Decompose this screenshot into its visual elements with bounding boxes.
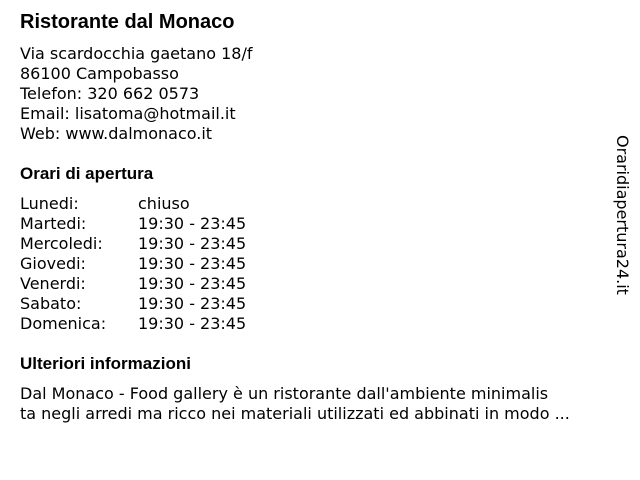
time-value: 19:30 - 23:45 <box>138 254 247 273</box>
day-label: Domenica: <box>20 314 107 333</box>
hours-row <box>20 254 246 274</box>
time-value: chiuso <box>138 194 190 213</box>
time-value: 19:30 - 23:45 <box>138 214 247 233</box>
hours-row <box>20 274 246 294</box>
time-value: 19:30 - 23:45 <box>138 274 247 293</box>
email-address: Email: lisatoma@hotmail.it <box>20 104 236 123</box>
day-label: Giovedi: <box>20 254 86 273</box>
description-line: Dal Monaco - Food gallery è un ristorante dall'ambiente minimalis <box>20 384 549 403</box>
opening-hours-heading: Orari di apertura <box>20 164 154 183</box>
opening-hours-table <box>20 194 246 334</box>
address-street: Via scardocchia gaetano 18/f <box>20 44 253 63</box>
site-watermark: Oraridiapertura24.it <box>613 135 632 295</box>
address-city: 86100 Campobasso <box>20 64 179 83</box>
time-value: 19:30 - 23:45 <box>138 294 247 313</box>
hours-row <box>20 194 246 214</box>
hours-row <box>20 214 246 234</box>
time-value: 19:30 - 23:45 <box>138 234 247 253</box>
description-line: ta negli arredi ma ricco nei materiali utilizzati ed abbinati in modo ... <box>20 404 570 423</box>
hours-row <box>20 314 246 334</box>
day-label: Venerdi: <box>20 274 86 293</box>
time-value: 19:30 - 23:45 <box>138 314 247 333</box>
day-label: Mercoledi: <box>20 234 103 253</box>
phone-number: Telefon: 320 662 0573 <box>20 84 200 103</box>
hours-row <box>20 234 246 254</box>
further-info-heading: Ulteriori informazioni <box>20 354 191 373</box>
contact-block <box>20 44 252 144</box>
website: Web: www.dalmonaco.it <box>20 124 213 143</box>
hours-row <box>20 294 246 314</box>
day-label: Sabato: <box>20 294 82 313</box>
day-label: Lunedi: <box>20 194 79 213</box>
description-text <box>20 384 620 424</box>
restaurant-name: Ristorante dal Monaco <box>20 11 235 33</box>
day-label: Martedi: <box>20 214 87 233</box>
